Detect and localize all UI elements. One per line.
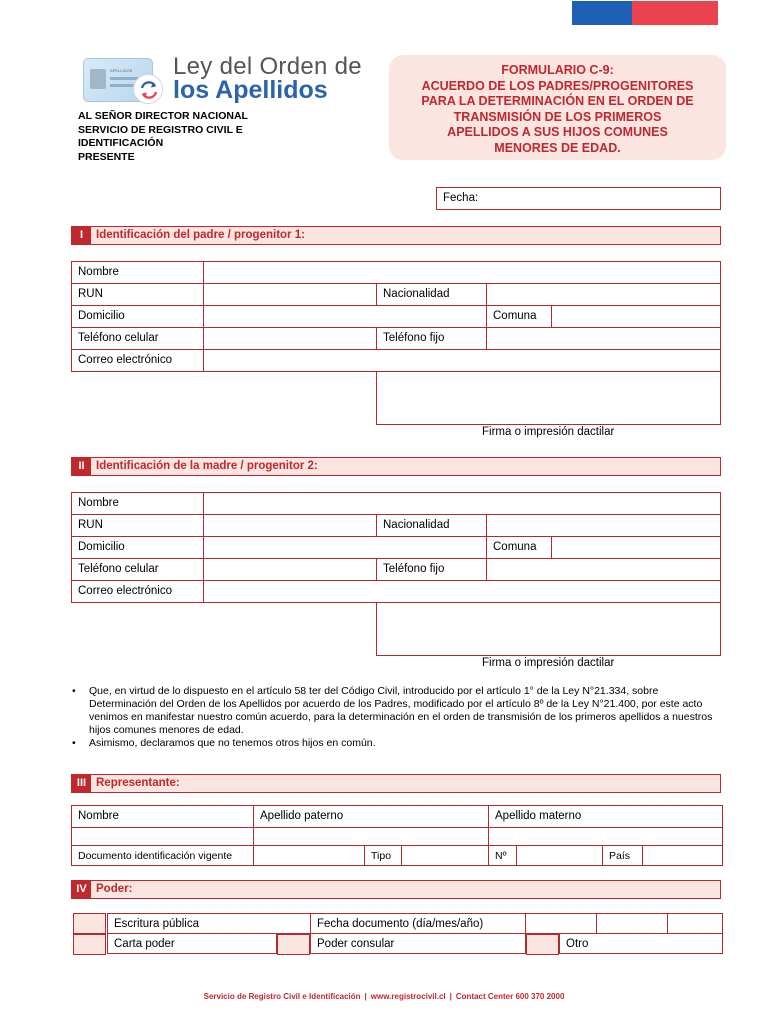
label-poder-consular: Poder consular [310, 933, 526, 954]
label-carta-poder: Carta poder [107, 933, 277, 954]
section-number: I [72, 227, 91, 244]
representante-apellido-materno-input[interactable] [488, 827, 723, 846]
label-correo: Correo electrónico [71, 349, 204, 372]
flag-blue-stripe [572, 1, 632, 25]
telefono-fijo-input[interactable] [486, 327, 721, 350]
escritura-checkbox[interactable] [73, 913, 106, 934]
label-telefono-fijo: Teléfono fijo [376, 558, 487, 581]
flag-red-stripe [632, 1, 718, 25]
fecha-mes-input[interactable] [596, 913, 668, 934]
telefono-fijo-input[interactable] [486, 558, 721, 581]
nombre-input[interactable] [203, 261, 721, 284]
logo [83, 53, 362, 108]
declaration-item: • Que, en virtud de lo dispuesto en el artículo 58 ter del Código Civil, introducido por el artículo 1° de la Ley N°21.334, sobre Determinación del Orden de los Apellidos por acuerdo de los Padres, modificado por el artículo 8º de la Ley N°21.400, por este acto venimos en manifestar nuestro común acuerdo, para la determinación en el orden de transmisión de los primeros apellidos a nuestros hijos comunes menores de edad. [72, 685, 722, 737]
form-title-line: FORMULARIO C-9: [501, 63, 614, 77]
form-title-line: PARA LA DETERMINACIÓN EN EL ORDEN DE [421, 94, 694, 108]
form-title-line: MENORES DE EDAD. [494, 140, 621, 155]
poder-consular-checkbox[interactable] [277, 934, 310, 955]
section-header-3 [71, 774, 721, 793]
label-telefono-celular: Teléfono celular [71, 327, 204, 350]
representante-apellido-paterno-input[interactable] [253, 827, 489, 846]
nacionalidad-input[interactable] [486, 514, 721, 537]
addressee-line: PRESENTE [78, 150, 135, 163]
tipo-input[interactable] [401, 845, 489, 866]
label-apellido-materno: Apellido materno [488, 805, 723, 828]
logo-title-line1: Ley del Orden de [173, 53, 362, 80]
label-comuna: Comuna [486, 305, 552, 328]
label-telefono-fijo: Teléfono fijo [376, 327, 487, 350]
nacionalidad-input[interactable] [486, 283, 721, 306]
label-nacionalidad: Nacionalidad [376, 514, 487, 537]
firma-label: Firma o impresión dactilar [482, 426, 615, 438]
pais-input[interactable] [642, 845, 723, 866]
label-nombre: Nombre [71, 805, 254, 828]
section-number: IV [72, 881, 91, 898]
label-escritura: Escritura pública [107, 913, 311, 934]
label-pais: País [602, 845, 643, 866]
footer: Servicio de Registro Civil e Identificación | www.registrocivil.cl | Contact Center 600 370 2000 [203, 992, 565, 1001]
label-comuna: Comuna [486, 536, 552, 559]
domicilio-input[interactable] [203, 536, 487, 559]
fecha-label: Fecha: [443, 192, 479, 204]
addressee [78, 110, 248, 164]
footer-contact: Contact Center 600 370 2000 [455, 992, 565, 1001]
addressee-line: SERVICIO DE REGISTRO CIVIL E [78, 123, 243, 136]
comuna-input[interactable] [551, 305, 721, 328]
section-number: II [72, 458, 91, 475]
fecha-dia-input[interactable] [525, 913, 597, 934]
declaration-item: • Asimismo, declaramos que no tenemos otros hijos en común. [72, 737, 722, 750]
nombre-input[interactable] [203, 492, 721, 515]
form-title-line: ACUERDO DE LOS PADRES/PROGENITORES [421, 78, 694, 93]
correo-input[interactable] [203, 349, 721, 372]
fecha-field[interactable] [436, 187, 721, 210]
addressee-line: AL SEÑOR DIRECTOR NACIONAL [78, 110, 248, 122]
footer-web[interactable]: www.registrocivil.cl [370, 992, 446, 1001]
form-title-line: TRANSMISIÓN DE LOS PRIMEROS [453, 109, 662, 124]
addressee-line: IDENTIFICACIÓN [78, 137, 164, 149]
footer-org: Servicio de Registro Civil e Identificación [203, 992, 361, 1001]
label-domicilio: Domicilio [71, 536, 204, 559]
logo-title-line2: los Apellidos [173, 76, 328, 104]
form-title-box [389, 55, 726, 160]
id-card-icon: APELLIDOS [83, 58, 153, 102]
carta-poder-checkbox[interactable] [73, 934, 106, 955]
representante-nombre-input[interactable] [71, 827, 254, 846]
telefono-celular-input[interactable] [203, 558, 377, 581]
label-otro: Otro [559, 933, 723, 954]
otro-checkbox[interactable] [526, 934, 559, 955]
label-tipo: Tipo [364, 845, 402, 866]
label-apellido-paterno: Apellido paterno [253, 805, 489, 828]
firma-box[interactable] [376, 371, 721, 425]
section-header-1 [71, 226, 721, 245]
declaration-list [72, 685, 722, 750]
label-run: RUN [71, 514, 204, 537]
firma-box[interactable] [376, 602, 721, 656]
label-numero: Nº [488, 845, 517, 866]
label-correo: Correo electrónico [71, 580, 204, 603]
label-telefono-celular: Teléfono celular [71, 558, 204, 581]
domicilio-input[interactable] [203, 305, 487, 328]
run-input[interactable] [203, 283, 377, 306]
label-nacionalidad: Nacionalidad [376, 283, 487, 306]
section-number: III [72, 775, 91, 792]
section-title: Identificación de la madre / progenitor 2: [96, 460, 318, 472]
label-nombre: Nombre [71, 492, 204, 515]
flag-bar [572, 1, 718, 25]
correo-input[interactable] [203, 580, 721, 603]
documento-input[interactable] [253, 845, 365, 866]
fecha-anio-input[interactable] [667, 913, 723, 934]
section-header-4 [71, 880, 721, 899]
swap-arrows-icon [133, 74, 163, 104]
telefono-celular-input[interactable] [203, 327, 377, 350]
run-input[interactable] [203, 514, 377, 537]
label-run: RUN [71, 283, 204, 306]
label-documento: Documento identificación vigente [71, 845, 254, 866]
comuna-input[interactable] [551, 536, 721, 559]
section-title: Identificación del padre / progenitor 1: [96, 229, 305, 241]
form-title-line: APELLIDOS A SUS HIJOS COMUNES [447, 125, 668, 139]
label-fecha-documento: Fecha documento (día/mes/año) [310, 913, 526, 934]
section-header-2 [71, 457, 721, 476]
section-title: Poder: [96, 883, 133, 895]
firma-label: Firma o impresión dactilar [482, 657, 615, 669]
label-domicilio: Domicilio [71, 305, 204, 328]
numero-input[interactable] [516, 845, 603, 866]
label-nombre: Nombre [71, 261, 204, 284]
section-title: Representante: [96, 777, 180, 789]
